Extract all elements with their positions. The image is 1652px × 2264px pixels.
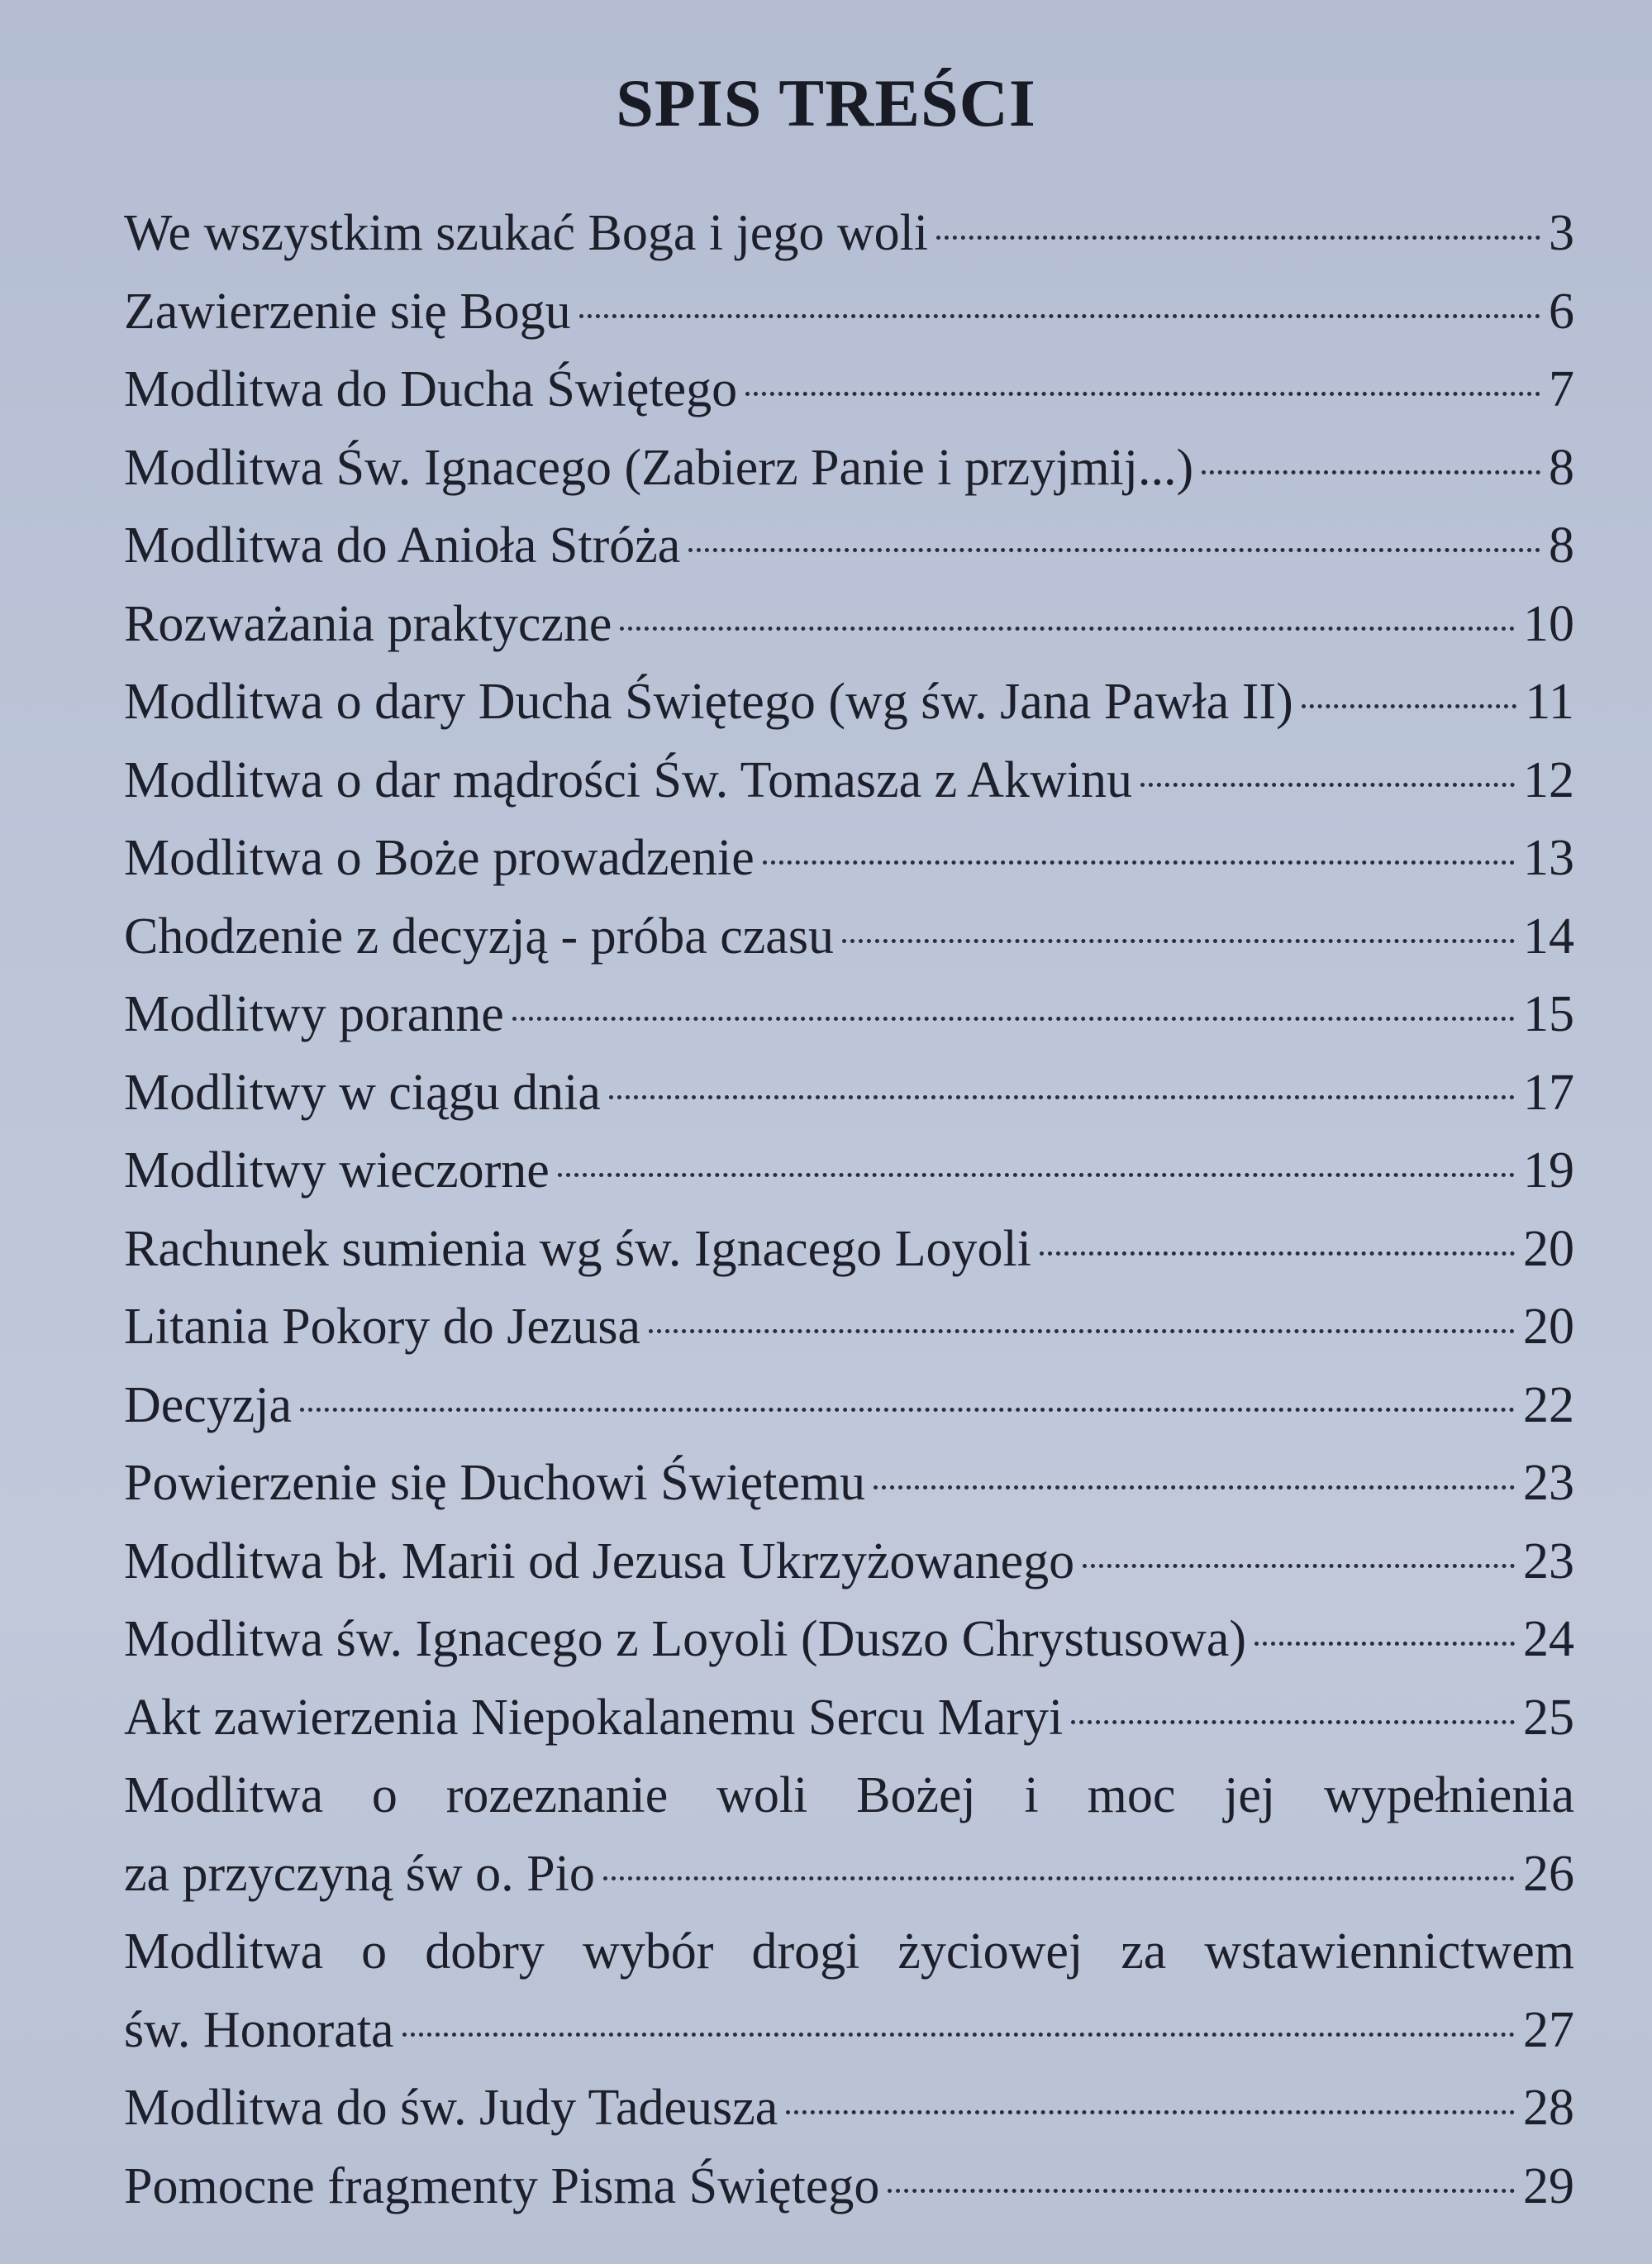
dot-leader (936, 236, 1540, 240)
toc-page-number: 23 (1523, 1532, 1574, 1590)
toc-page-number: 26 (1523, 1845, 1574, 1902)
toc-entry-title: Chodzenie z decyzją - próba czasu (124, 908, 834, 965)
toc-entry (124, 975, 1574, 1054)
toc-entry-title: Rozważania praktyczne (124, 595, 612, 652)
dot-leader (888, 2189, 1515, 2193)
table-of-contents (124, 194, 1574, 2225)
toc-entry (124, 273, 1574, 351)
dot-leader (763, 860, 1515, 865)
toc-page-number: 12 (1523, 751, 1574, 808)
dot-leader (1302, 704, 1517, 708)
toc-page-number: 8 (1549, 517, 1574, 574)
dot-leader (1254, 1642, 1515, 1646)
toc-entry-title: Modlitwa Św. Ignacego (Zabierz Panie i przyjmij...) (124, 439, 1194, 496)
toc-entry-title: Modlitwa o dary Ducha Świętego (wg św. Jana Pawła II) (124, 674, 1293, 730)
toc-page-number: 17 (1523, 1064, 1574, 1121)
dot-leader (603, 1876, 1515, 1880)
dot-leader (579, 314, 1540, 318)
toc-entry-title: Modlitwy w ciągu dnia (124, 1064, 601, 1121)
page-title: SPIS TREŚCI (616, 65, 1036, 141)
toc-page-number: 27 (1523, 2001, 1574, 2058)
dot-leader (609, 1095, 1515, 1099)
dot-leader (1071, 1720, 1515, 1724)
toc-entry (124, 1679, 1574, 1757)
toc-entry-first-line: Modlitwa o rozeznanie woli Bożej i moc jej wypełnienia (124, 1767, 1574, 1823)
toc-page-number: 8 (1549, 439, 1574, 496)
toc-entry-title: Modlitwa do Anioła Stróża (124, 517, 681, 574)
toc-entry (124, 2147, 1574, 2226)
toc-entry (124, 507, 1574, 585)
dot-leader (842, 939, 1515, 943)
dot-leader (1202, 470, 1540, 474)
toc-entry (124, 1210, 1574, 1289)
toc-page-number: 7 (1549, 361, 1574, 417)
toc-entry (124, 663, 1574, 741)
toc-entry-first-line: Modlitwa o dobry wybór drogi życiowej za wstawiennictwem (124, 1923, 1574, 1980)
toc-page-number: 15 (1523, 986, 1574, 1042)
toc-entry-title: Akt zawierzenia Niepokalanemu Sercu Maryi (124, 1689, 1064, 1746)
toc-entry (124, 194, 1574, 273)
toc-entry-title: Modlitwy poranne (124, 986, 504, 1042)
toc-entry-title: Rachunek sumienia wg św. Ignacego Loyoli (124, 1220, 1031, 1277)
dot-leader (1040, 1251, 1515, 1256)
toc-entry-title: Modlitwa o dar mądrości Św. Tomasza z Akwinu (124, 751, 1132, 808)
toc-entry (124, 1288, 1574, 1366)
toc-page-number: 14 (1523, 908, 1574, 965)
toc-page-number: 29 (1523, 2157, 1574, 2214)
toc-entry (124, 1054, 1574, 1132)
dot-leader (874, 1485, 1515, 1489)
toc-page-number: 24 (1523, 1611, 1574, 1667)
toc-entry (124, 819, 1574, 898)
toc-entry-title: Zawierzenie się Bogu (124, 283, 571, 340)
toc-page-number: 28 (1523, 2080, 1574, 2136)
toc-entry-title: Modlitwa bł. Marii od Jezusa Ukrzyżowanego (124, 1532, 1075, 1590)
toc-entry-title: Decyzja (124, 1376, 293, 1433)
dot-leader (402, 2033, 1515, 2037)
toc-page-number: 25 (1523, 1689, 1574, 1746)
dot-leader (688, 548, 1540, 552)
toc-entry (124, 2069, 1574, 2147)
toc-entry-title: Modlitwa do Ducha Świętego (124, 361, 738, 417)
toc-page-number: 6 (1549, 283, 1574, 340)
dot-leader (558, 1173, 1515, 1177)
toc-page-number: 20 (1523, 1220, 1574, 1277)
toc-page-number: 11 (1525, 674, 1574, 730)
dot-leader (512, 1017, 1515, 1021)
toc-entry-title: Modlitwa o Boże prowadzenie (124, 830, 755, 886)
toc-entry-title: św. Honorata (124, 2001, 394, 2058)
toc-entry (124, 585, 1574, 664)
toc-entry (124, 1132, 1574, 1210)
toc-entry (124, 741, 1574, 820)
toc-entry-title: Litania Pokory do Jezusa (124, 1299, 641, 1355)
toc-page-number: 13 (1523, 830, 1574, 886)
toc-entry (124, 350, 1574, 429)
toc-entry-title: Modlitwa św. Ignacego z Loyoli (Duszo Chrystusowa) (124, 1611, 1247, 1667)
toc-page-number: 22 (1523, 1376, 1574, 1433)
toc-entry (124, 1366, 1574, 1445)
toc-page-number: 19 (1523, 1142, 1574, 1199)
toc-entry (124, 1600, 1574, 1679)
dot-leader (745, 392, 1540, 396)
toc-entry (124, 898, 1574, 976)
dot-leader (649, 1329, 1515, 1333)
toc-page-number: 20 (1523, 1299, 1574, 1355)
dot-leader (620, 627, 1515, 631)
toc-page-number: 23 (1523, 1455, 1574, 1511)
toc-entry-title: Modlitwy wieczorne (124, 1142, 550, 1199)
toc-entry (124, 1991, 1574, 2070)
dot-leader (1140, 783, 1515, 787)
toc-entry-title: za przyczyną św o. Pio (124, 1845, 595, 1902)
dot-leader (1083, 1564, 1515, 1568)
toc-entry-title: Pomocne fragmenty Pisma Świętego (124, 2157, 880, 2214)
dot-leader (300, 1408, 1515, 1412)
dot-leader (786, 2110, 1515, 2114)
toc-entry-title: Modlitwa do św. Judy Tadeusza (124, 2080, 778, 2136)
toc-entry (124, 1444, 1574, 1523)
toc-entry (124, 1523, 1574, 1601)
toc-entry (124, 429, 1574, 508)
toc-entry-title: We wszystkim szukać Boga i jego woli (124, 205, 929, 261)
toc-page-number: 3 (1549, 205, 1574, 261)
toc-entry (124, 1835, 1574, 1914)
toc-entry-title: Powierzenie się Duchowi Świętemu (124, 1455, 866, 1511)
toc-page-number: 10 (1523, 595, 1574, 652)
